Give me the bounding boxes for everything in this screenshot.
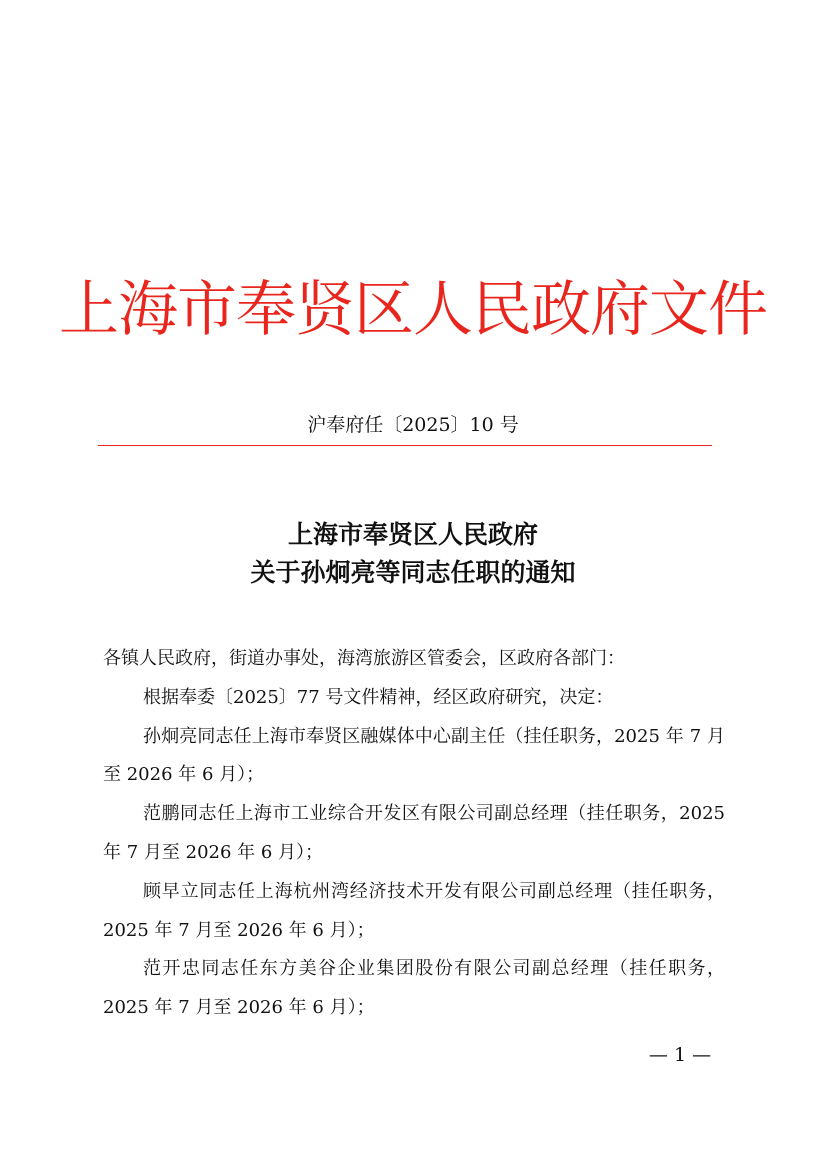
subject-line-1: 上海市奉贤区人民政府	[287, 520, 538, 549]
document-body	[103, 640, 725, 1028]
body-paragraph: 范鹏同志任上海市工业综合开发区有限公司副总经理（挂任职务，2025 年 7 月至 2026 年 6 月）；	[103, 803, 725, 863]
body-paragraph: 顾早立同志任上海杭州湾经济技术开发有限公司副总经理（挂任职务，2025 年 7 月至 2026 年 6 月）；	[103, 880, 725, 941]
subject-line-2: 关于孙炯亮等同志任职的通知	[250, 558, 576, 587]
page-number: — 1 —	[648, 1044, 712, 1066]
document-subject	[0, 516, 826, 592]
document-number: 沪奉府任〔2025〕10 号	[307, 414, 519, 436]
header-divider	[98, 445, 712, 446]
addressee: 各镇人民政府，街道办事处，海湾旅游区管委会，区政府各部门：	[103, 648, 625, 669]
document-header-title: 上海市奉贤区人民政府文件	[59, 275, 767, 345]
body-paragraph: 范开忠同志任东方美谷企业集团股份有限公司副总经理（挂任职务，2025 年 7 月至 2026 年 6 月）；	[103, 958, 725, 1019]
body-paragraph: 根据奉委〔2025〕77 号文件精神，经区政府研究，决定：	[143, 686, 614, 708]
body-paragraph: 孙炯亮同志任上海市奉贤区融媒体中心副主任（挂任职务，2025 年 7 月至 2026 年 6 月）；	[103, 725, 725, 786]
